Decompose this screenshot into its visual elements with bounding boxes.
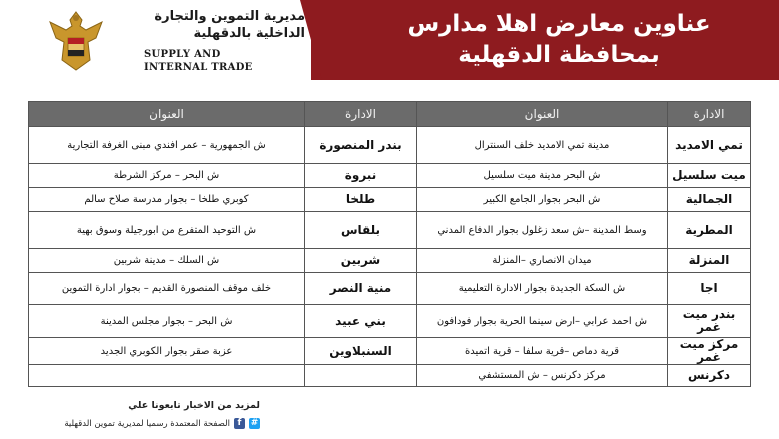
address-cell: ميدان الانصاري –المنزلة bbox=[417, 249, 668, 273]
department-cell: بلقاس bbox=[305, 212, 417, 249]
department-cell: بندر ميت غمر bbox=[668, 305, 751, 338]
egypt-eagle-emblem-icon bbox=[46, 8, 106, 74]
address-cell: ش البحر مدينة ميت سلسيل bbox=[417, 164, 668, 188]
department-cell: تمي الامديد bbox=[668, 127, 751, 164]
table-row bbox=[29, 127, 751, 164]
page-title-line2: بمحافظة الدقهلية bbox=[458, 42, 660, 68]
department-cell: مركز ميت غمر bbox=[668, 338, 751, 365]
address-cell: عزبة صقر بجوار الكوبري الجديد bbox=[29, 338, 305, 365]
address-cell: مركز دكرنس – ش المستشفي bbox=[417, 365, 668, 387]
address-cell: ش البحر – بجوار مجلس المدينة bbox=[29, 305, 305, 338]
department-cell: بندر المنصورة bbox=[305, 127, 417, 164]
department-cell bbox=[305, 365, 417, 387]
department-cell: منية النصر bbox=[305, 273, 417, 305]
facebook-icon[interactable]: f bbox=[234, 418, 245, 429]
department-cell: الجمالية bbox=[668, 188, 751, 212]
organization-name-arabic: مديرية التموين والتجارة الداخلية بالدقهلية bbox=[154, 9, 305, 41]
address-cell: ش السلك – مدينة شربين bbox=[29, 249, 305, 273]
address-cell: قرية دماص –قرية سلفا – قرية اتميدة bbox=[417, 338, 668, 365]
table-header-row bbox=[29, 102, 751, 127]
address-cell: ش الجمهورية – عمر افندي مبنى الغرفة التجارية bbox=[29, 127, 305, 164]
table-row bbox=[29, 249, 751, 273]
page-title-line1: عناوين معارض اهلا مدارس bbox=[407, 11, 711, 37]
follow-us-text: لمزيد من الاخبار تابعونا علي bbox=[128, 400, 260, 411]
address-cell: خلف موقف المنصورة القديم – بجوار ادارة التموين bbox=[29, 273, 305, 305]
table-row bbox=[29, 305, 751, 338]
department-cell: بني عبيد bbox=[305, 305, 417, 338]
department-cell: نبروة bbox=[305, 164, 417, 188]
table-row bbox=[29, 164, 751, 188]
twitter-icon[interactable]: # bbox=[250, 418, 259, 428]
table-row bbox=[29, 338, 751, 365]
department-cell: المنزلة bbox=[668, 249, 751, 273]
department-cell: شربين bbox=[305, 249, 417, 273]
department-cell: ميت سلسيل bbox=[668, 164, 751, 188]
address-cell: ش احمد عرابي –ارض سينما الحرية بجوار فودافون bbox=[417, 305, 668, 338]
header-department-2: الادارة bbox=[305, 102, 417, 127]
address-cell: ش السكة الجديدة بجوار الادارة التعليمية bbox=[417, 273, 668, 305]
table-row bbox=[29, 365, 751, 387]
table-row bbox=[29, 273, 751, 305]
address-cell: ش البحر بجوار الجامع الكبير bbox=[417, 188, 668, 212]
address-cell: كوبري طلخا – بجوار مدرسة صلاح سالم bbox=[29, 188, 305, 212]
exhibitions-address-table bbox=[28, 101, 751, 387]
department-cell: المطرية bbox=[668, 212, 751, 249]
department-cell: السنبلاوين bbox=[305, 338, 417, 365]
department-cell: اجا bbox=[668, 273, 751, 305]
official-page-text: الصفحة المعتمدة رسميا لمديرية تموين الدقهلية bbox=[64, 418, 230, 429]
page-title bbox=[339, 0, 779, 80]
table-row bbox=[29, 188, 751, 212]
header-address: العنوان bbox=[417, 102, 668, 127]
department-cell: دكرنس bbox=[668, 365, 751, 387]
official-page-line bbox=[60, 418, 260, 429]
department-cell: طلخا bbox=[305, 188, 417, 212]
header-department: الادارة bbox=[668, 102, 751, 127]
address-cell: ش البحر – مركز الشرطة bbox=[29, 164, 305, 188]
header-address-2: العنوان bbox=[29, 102, 305, 127]
address-cell: ش التوحيد المتفرع من ابورجيلة وسوق بهية bbox=[29, 212, 305, 249]
organization-name-english: SUPPLY AND INTERNAL TRADE bbox=[144, 49, 253, 73]
address-cell: وسط المدينة –ش سعد زغلول بجوار الدفاع المدني bbox=[417, 212, 668, 249]
organization-logo bbox=[40, 6, 305, 76]
table-row bbox=[29, 212, 751, 249]
footer bbox=[60, 400, 260, 429]
address-cell bbox=[29, 365, 305, 387]
address-cell: مدينة تمي الامديد خلف السنترال bbox=[417, 127, 668, 164]
